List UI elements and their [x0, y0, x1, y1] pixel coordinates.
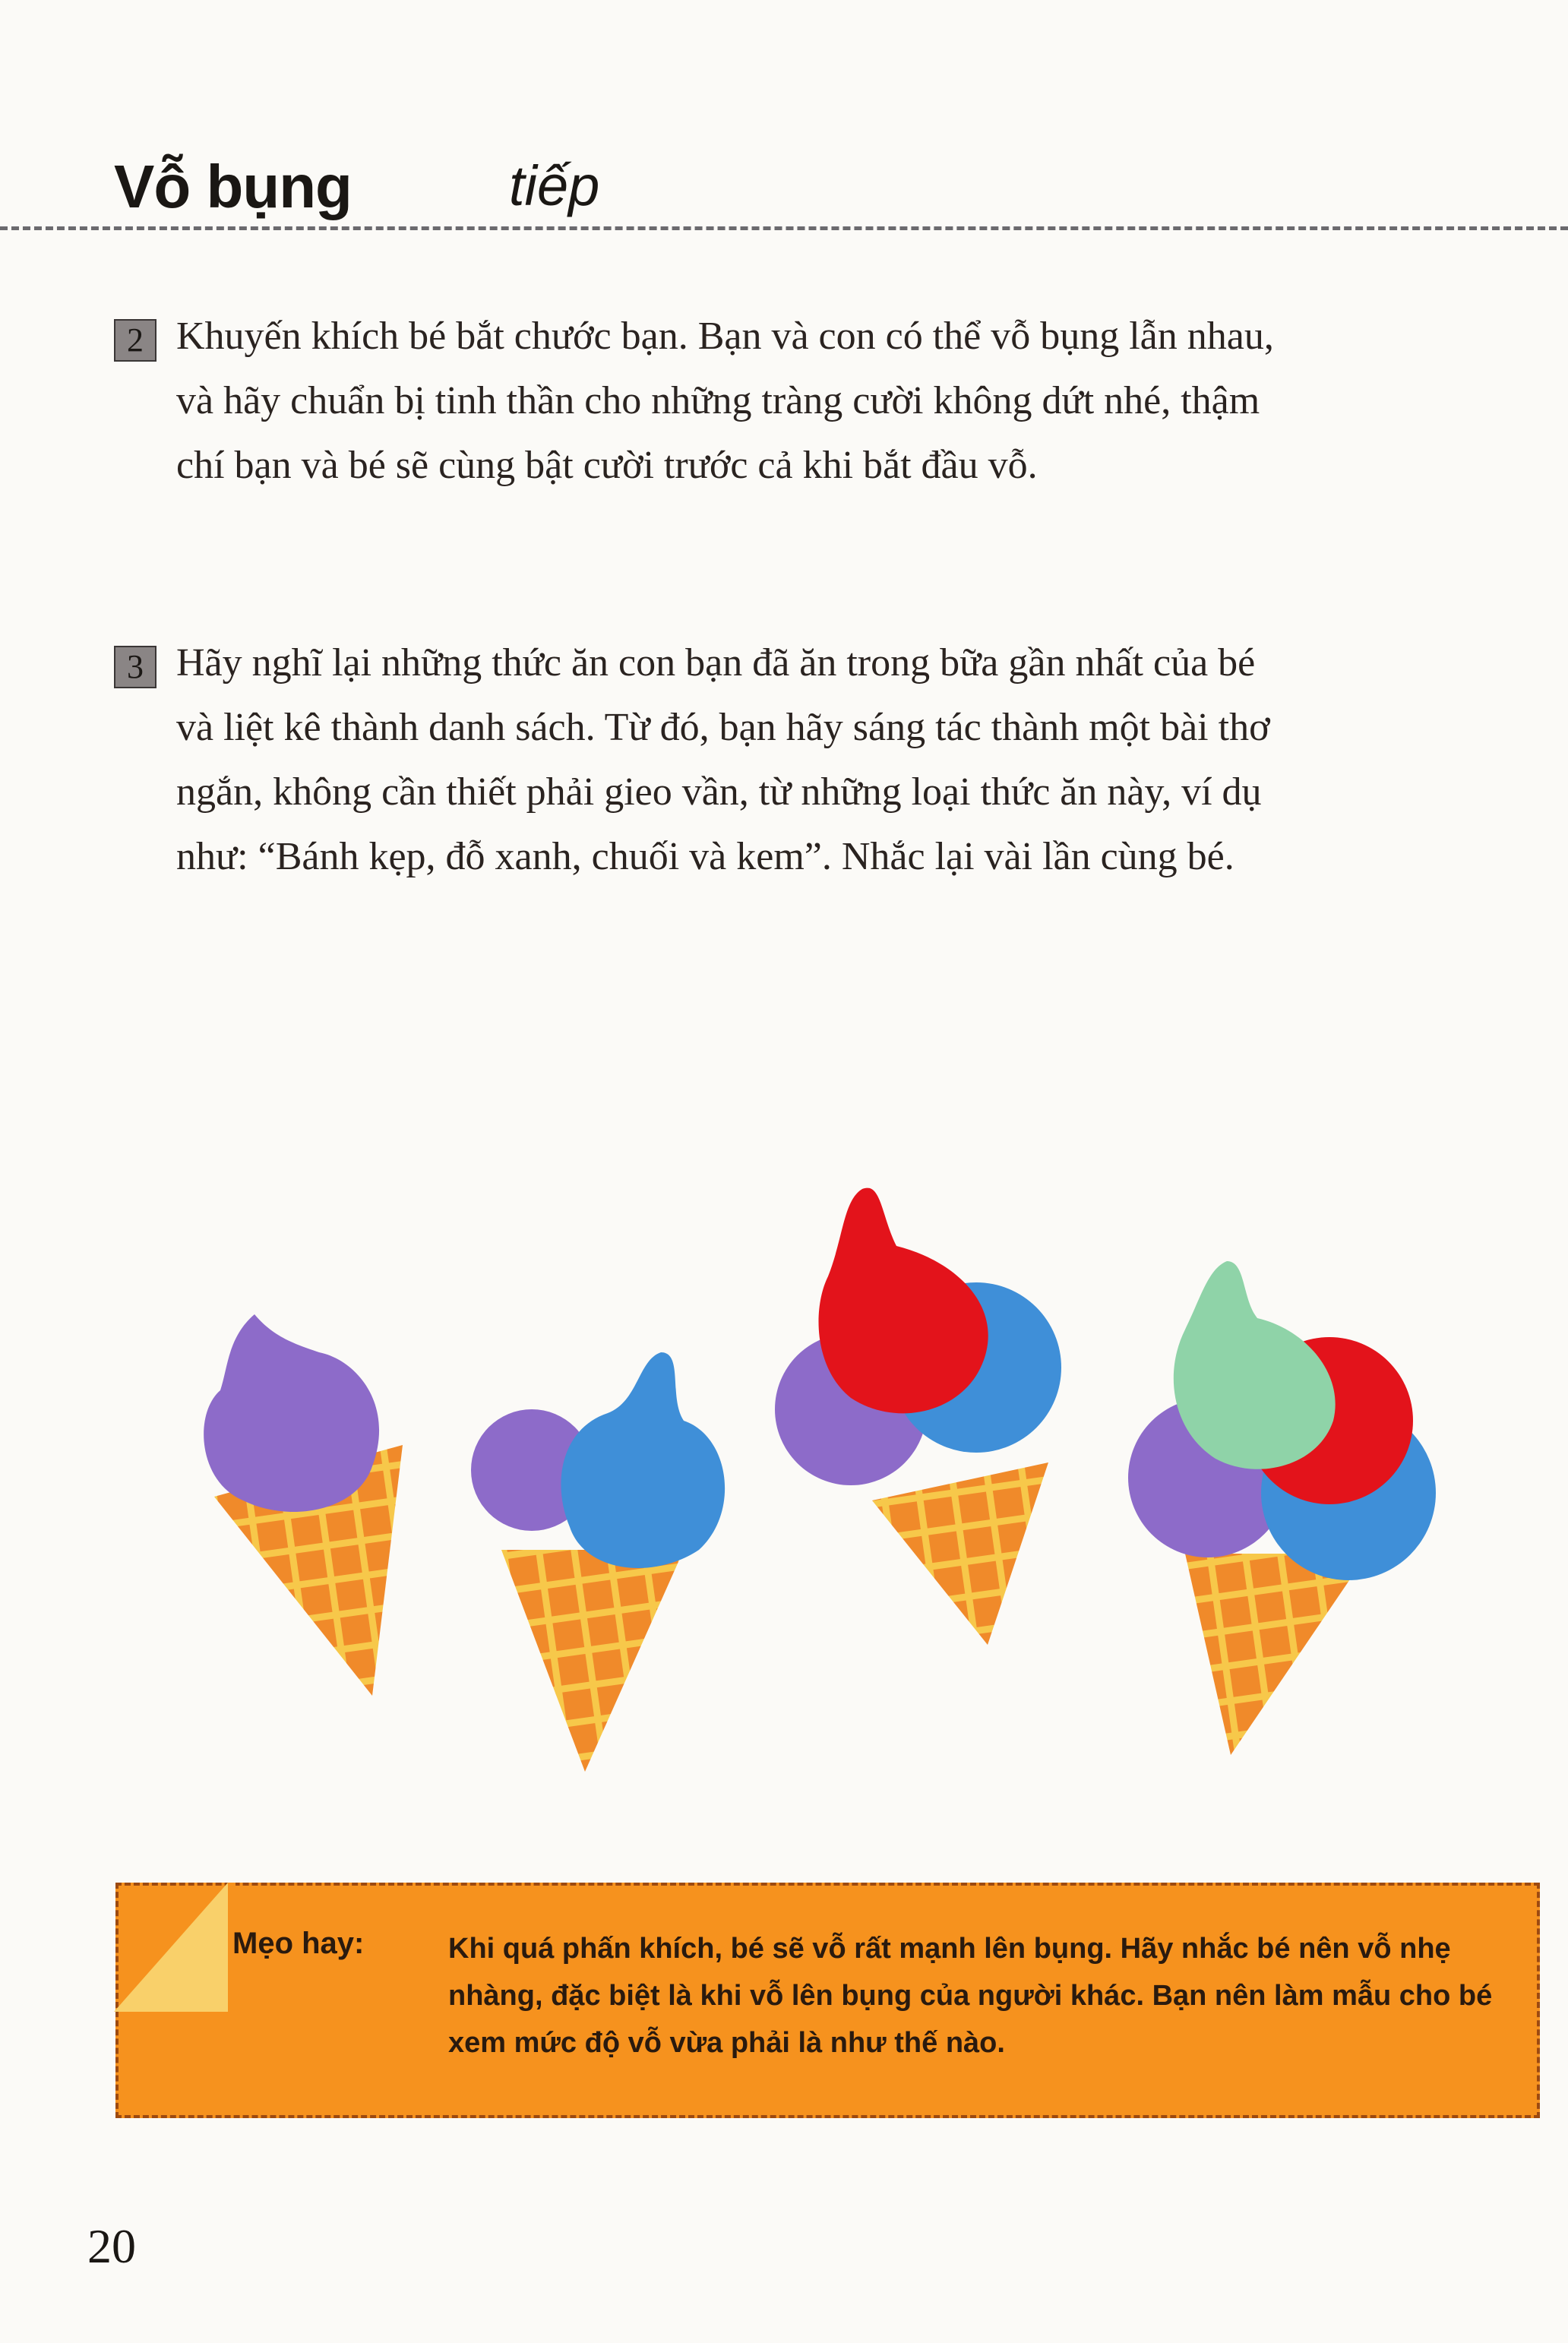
step-number-badge: 2 — [114, 319, 156, 362]
page-header — [114, 137, 1481, 236]
step-3 — [114, 631, 1270, 1026]
page-subtitle: tiếp — [509, 154, 600, 217]
header-divider — [0, 226, 1568, 230]
cone-2-waffle — [501, 1550, 684, 1772]
ice-cream-cone-1 — [204, 1314, 403, 1696]
step-text: Hãy nghĩ lại những thức ăn con bạn đã ăn trong bữa gần nhất của bé và liệt kê thành danh sách. Từ đó, bạn hãy sáng tác thành một bài thơ ngắn, không cần thiết phải gieo vần, từ những loại thức ăn này, ví dụ như: “Bánh kẹp, đỗ xanh, chuối và kem”. Nhắc lại vài lần cùng bé. — [176, 641, 1270, 878]
cone-4-waffle — [1185, 1554, 1367, 1755]
cone-4-scoop-mint — [1174, 1261, 1336, 1469]
step-2 — [114, 304, 1274, 577]
cone-2-scoop-blue — [561, 1352, 725, 1568]
tip-text: Khi quá phấn khích, bé sẽ vỗ rất mạnh lên bụng. Hãy nhắc bé nên vỗ nhẹ nhàng, đặc biệt là khi vỗ lên bụng của người khác. Bạn nên làm mẫu cho bé xem mức độ vỗ vừa phải là như thế nào. — [448, 1933, 1493, 2059]
step-text: Khuyến khích bé bắt chước bạn. Bạn và con có thể vỗ bụng lẫn nhau, và hãy chuẩn bị tinh thần cho những tràng cười không dứt nhé, thậm chí bạn và bé sẽ cùng bật cười trước cả khi bắt đầu vỗ. — [176, 315, 1274, 487]
cone-1-scoop-purple — [204, 1314, 379, 1512]
tip-label: Mẹo hay: — [232, 1927, 365, 1960]
cone-3-waffle — [872, 1462, 1048, 1645]
page-number: 20 — [87, 2219, 136, 2273]
ice-cream-cone-4 — [1128, 1261, 1436, 1755]
tip-corner-fold — [114, 1883, 236, 2019]
page-title: Vỗ bụng — [114, 153, 352, 220]
ice-cream-illustration — [0, 1140, 1568, 1823]
cone-3-scoop-red — [819, 1188, 988, 1414]
ice-cream-cone-3 — [775, 1188, 1061, 1645]
ice-cream-cone-2 — [471, 1352, 725, 1772]
step-number-badge: 3 — [114, 646, 156, 688]
